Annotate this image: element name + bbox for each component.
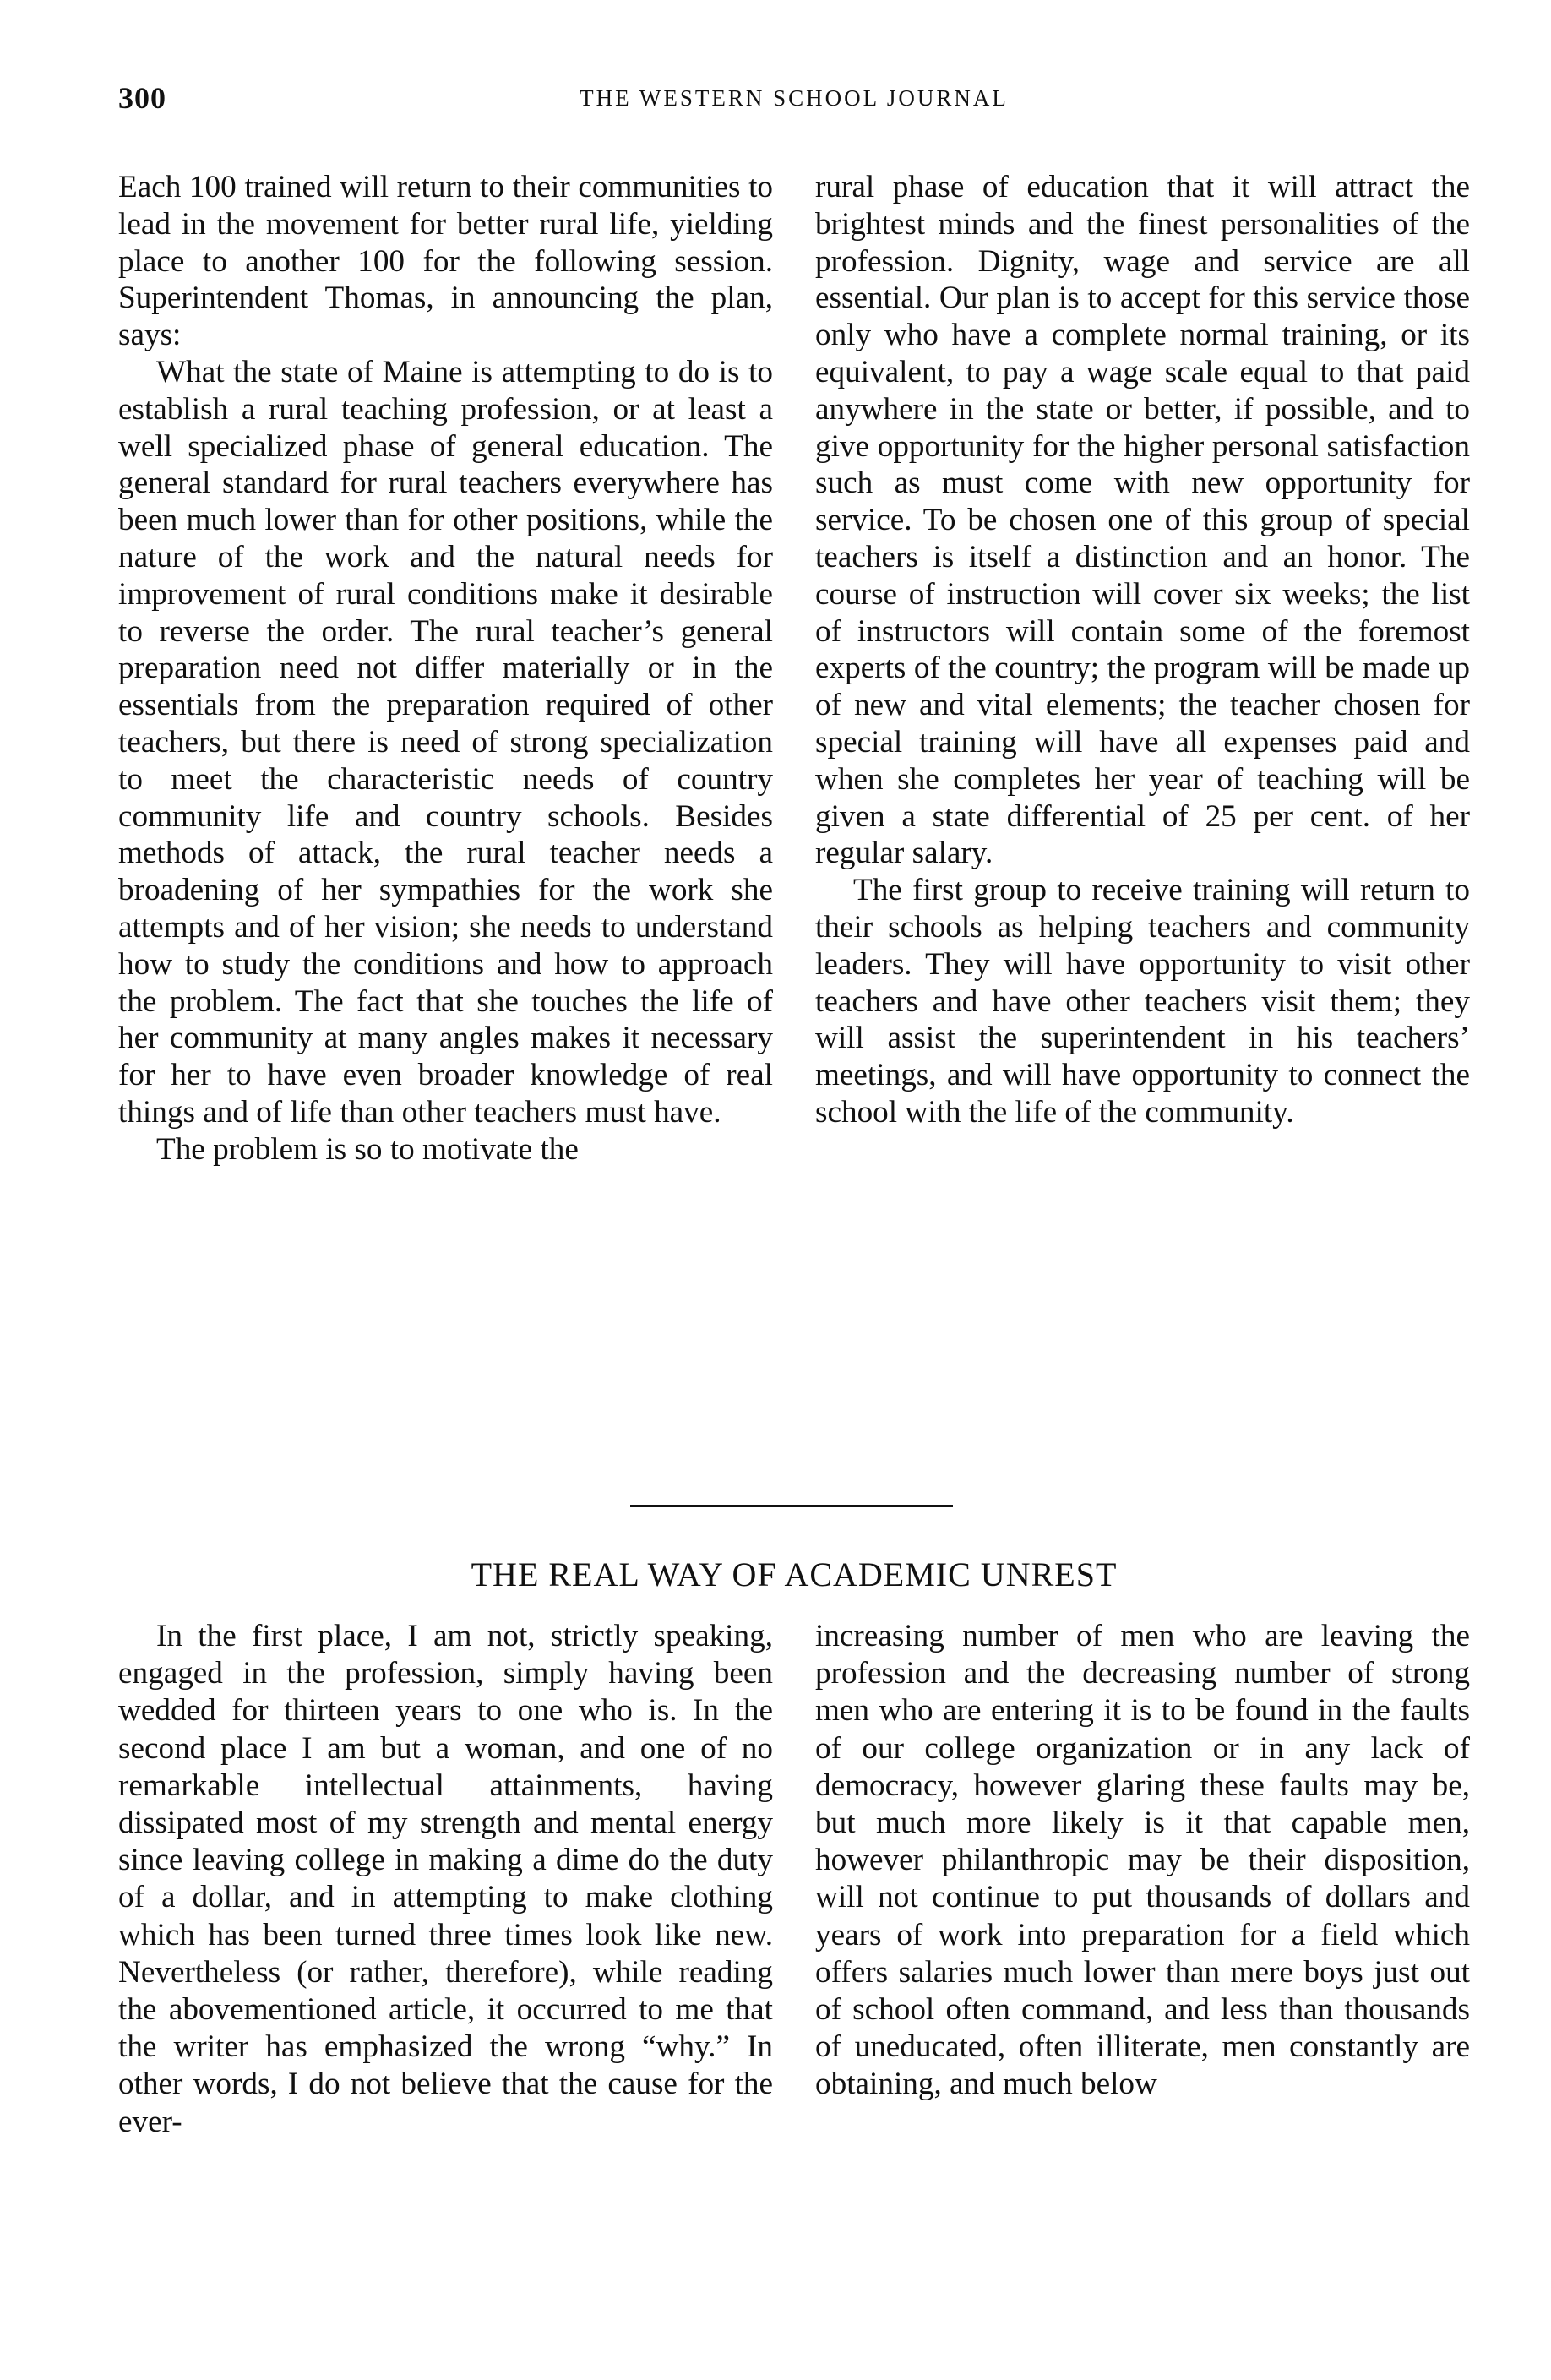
page-header xyxy=(118,80,1470,123)
top-left-paragraph-1: Each 100 trained will return to their communities to lead in the movement for better rural life, yielding place to another 100 for the following session. Superintendent Thomas, in announcing the plan, says: xyxy=(118,170,773,353)
article-title: THE REAL WAY OF ACADEMIC UNREST xyxy=(471,1555,1118,1593)
page-number: 300 xyxy=(118,81,166,115)
top-article-right-column xyxy=(815,169,1470,1168)
top-left-paragraph-2: What the state of Maine is attempting to do is to establish a rural teaching profession, or at least a well specialized phase of general education. The general standard for rural teachers everywhere has been much lower than for other positions, while the nature of the work and the natural needs for improvement of rural conditions make it desirable to reverse the order. The rural teacher’s general preparation need not differ materially or in the essentials from the preparation required of other teachers, but there is need of strong specialization to meet the characteristic needs of country community life and country schools. Besides methods of attack, the rural teacher needs a broadening of her sympathies for the work she attempts and of her vision; she needs to understand how to study the conditions and how to approach the problem. The fact that she touches the life of her community at many angles makes it necessary for her to have even broader knowledge of real things and of life than other teachers must have. xyxy=(118,354,773,1130)
journal-running-title: THE WESTERN SCHOOL JOURNAL xyxy=(580,85,1009,111)
top-article xyxy=(118,169,1470,1168)
bottom-article-left-column xyxy=(118,1618,773,2141)
top-left-paragraph-3: The problem is so to motivate the xyxy=(156,1131,579,1167)
section-divider-rule xyxy=(630,1505,953,1507)
bottom-right-paragraph-1: increasing number of men who are leaving the profession and the decreasing number of strong men who are entering it is to be found in the faults of our college organization or in any lack of democracy, however glaring these faults may be, but much more likely is it that capable men, however philanthropic may be their disposition, will not continue to put thousands of dollars and years of work into preparation for a field which offers salaries much lower than mere boys just out of school often command, and less than thousands of uneducated, often illiterate, men constantly are obtaining, and much below xyxy=(815,1619,1470,2102)
bottom-article-right-column xyxy=(815,1618,1470,2141)
bottom-left-paragraph-1: In the first place, I am not, strictly speaking, engaged in the profession, simply having been wedded for thirteen years to one who is. In the second place I am but a woman, and one of no remarkable intellectual attainments, having dissipated most of my strength and mental energy since leaving college in making a dime do the duty of a dollar, and in attempting to make clothing which has been turned three times look like new. Nevertheless (or rather, therefore), while reading the abovementioned article, it occurred to me that the writer has emphasized the wrong “why.” In other words, I do not believe that the cause for the ever- xyxy=(118,1619,773,2139)
top-right-paragraph-2: The first group to receive training will return to their schools as helping teachers and community leaders. They will have opportunity to visit other teachers and have other teachers visit them; they will assist the superintendent in his teachers’ meetings, and will have opportunity to connect the school with the life of the community. xyxy=(815,873,1470,1130)
bottom-article xyxy=(118,1618,1470,2141)
top-article-left-column xyxy=(118,169,773,1168)
top-right-paragraph-1: rural phase of education that it will attract the brightest minds and the finest personalities of the profession. Dignity, wage and service are all essential. Our plan is to accept for this service those only who have a complete normal training, or its equivalent, to pay a wage scale equal to that paid anywhere in the state or better, if possible, and to give opportunity for the higher personal satisfaction such as must come with new opportunity for service. To be chosen one of this group of special teachers is itself a distinction and an honor. The course of instruction will cover six weeks; the list of instructors will contain some of the foremost experts of the country; the program will be made up of new and vital elements; the teacher chosen for special training will have all expenses paid and when she completes her year of teaching will be given a state differential of 25 per cent. of her regular salary. xyxy=(815,170,1470,871)
